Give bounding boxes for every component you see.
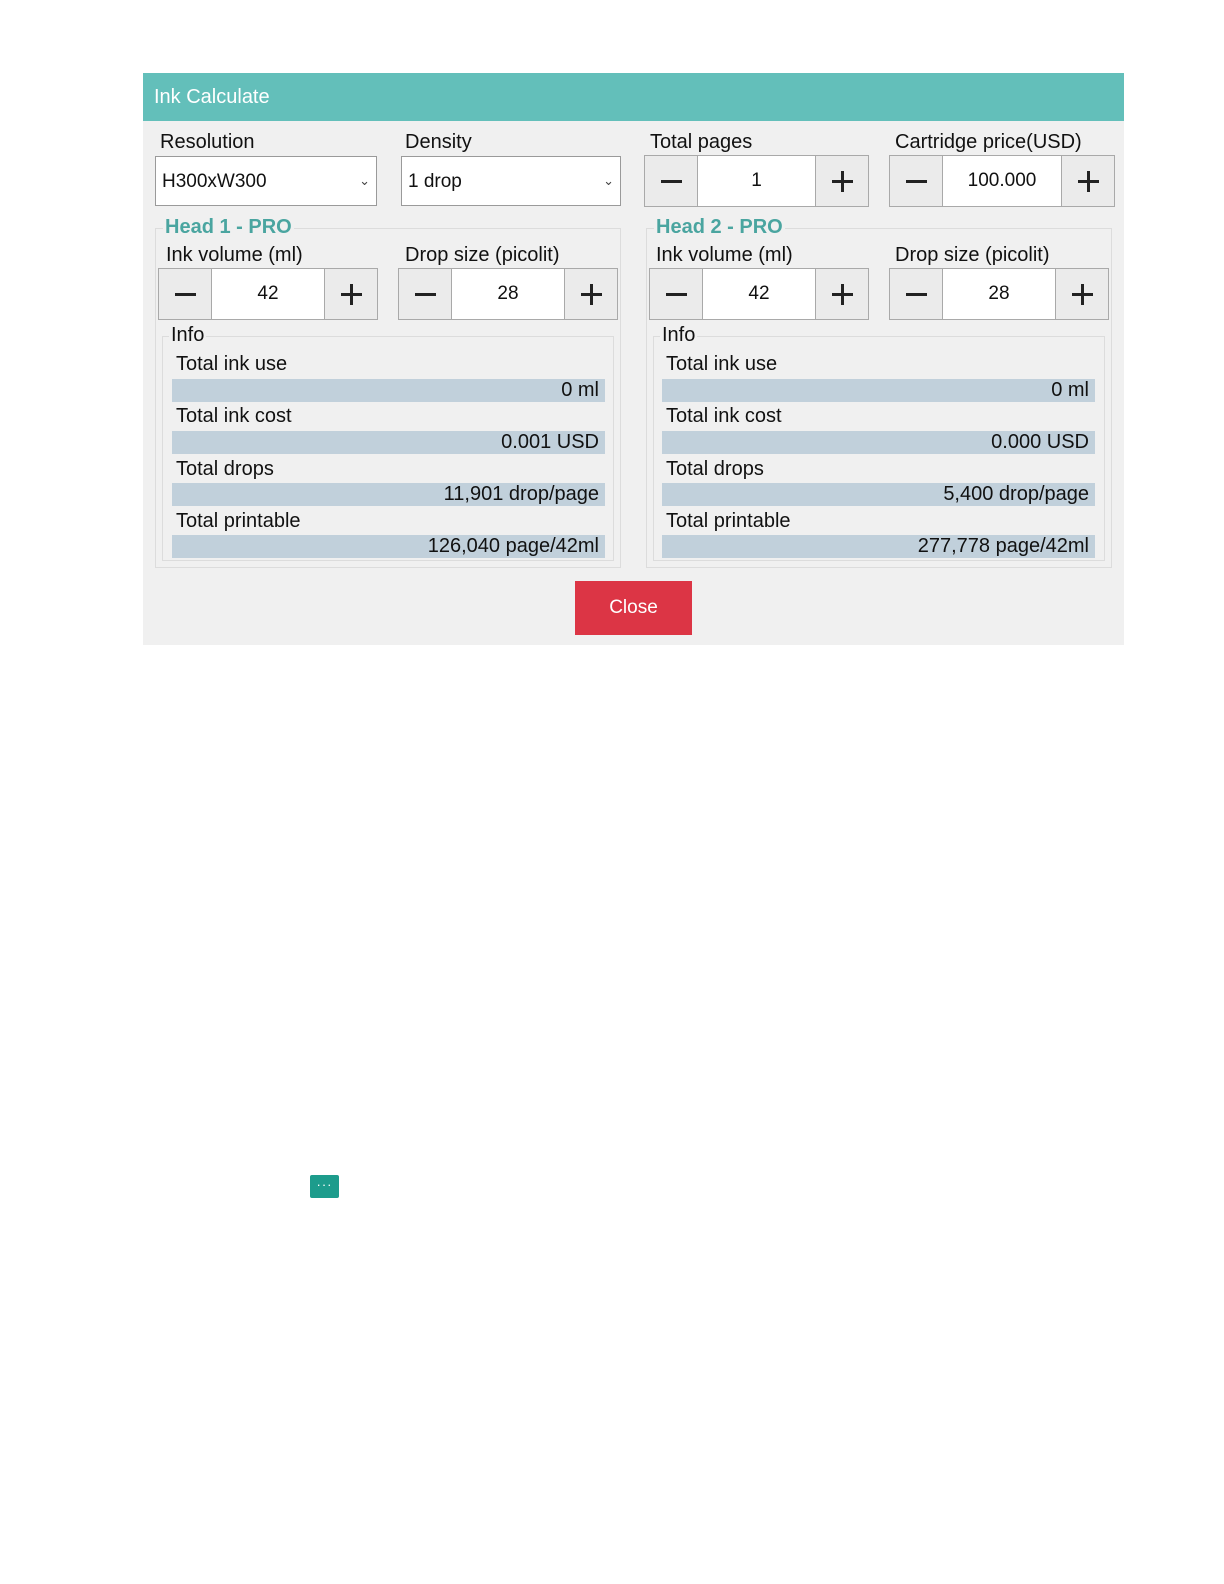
total-pages-value: 1 [751,170,762,191]
head-2-ink-volume-stepper [649,268,869,320]
cartridge-price-stepper [889,155,1115,207]
total-pages-input[interactable] [698,156,815,206]
cartridge-price-increment-button[interactable] [1061,156,1114,206]
head-2-title: Head 2 - PRO [656,216,783,238]
head-2-total-drops-label: Total drops [666,458,764,480]
head-2-total-drops-field [662,483,1095,506]
resolution-value: H300xW300 [162,171,267,192]
total-pages-stepper [644,155,869,207]
head-1-ink-volume-input[interactable] [212,269,324,319]
head-2-total-printable-field [662,535,1095,558]
density-select[interactable] [401,156,621,206]
head-1-drop-size-value: 28 [497,283,519,304]
head-1-total-printable-value: 126,040 page/42ml [427,535,599,557]
head-1-drop-size-increment-button[interactable] [564,269,617,319]
head-1-ink-volume-increment-button[interactable] [324,269,377,319]
head-2-ink-volume-increment-button[interactable] [815,269,868,319]
resolution-select[interactable] [155,156,377,206]
head-1-drop-size-label: Drop size (picolit) [405,244,560,266]
head-2-total-printable-value: 277,778 page/42ml [917,535,1089,557]
head-1-total-printable-label: Total printable [176,510,301,532]
head-2-total-drops-value: 5,400 drop/page [943,483,1089,505]
head-1-total-ink-cost-value: 0.001 USD [501,431,599,453]
cartridge-price-input[interactable] [943,156,1061,206]
head-1-title: Head 1 - PRO [165,216,292,238]
head-1-total-ink-cost-label: Total ink cost [176,405,292,427]
head-1-total-ink-use-value: 0 ml [561,379,599,401]
ink-calculate-dialog [143,73,1124,645]
head-2-total-ink-use-label: Total ink use [666,353,778,375]
head-2-total-ink-cost-field [662,431,1095,454]
minus-icon [906,293,927,296]
total-pages-label: Total pages [650,131,753,153]
head-1-ink-volume-value: 42 [257,283,279,304]
density-value: 1 drop [408,171,462,192]
head-1-drop-size-stepper [398,268,618,320]
dialog-title: Ink Calculate [154,86,270,108]
head-2-ink-volume-input[interactable] [703,269,815,319]
close-button-label: Close [609,597,658,618]
minus-icon [661,180,682,183]
head-2-ink-volume-label: Ink volume (ml) [656,244,793,266]
head-1-total-ink-use-field [172,379,605,402]
head-1-total-ink-cost-field [172,431,605,454]
head-2-total-ink-use-field [662,379,1095,402]
density-label: Density [405,131,472,153]
head-2-drop-size-label: Drop size (picolit) [895,244,1050,266]
head-2-ink-volume-decrement-button[interactable] [650,269,703,319]
head-1-total-drops-label: Total drops [176,458,274,480]
head-1-drop-size-input[interactable] [452,269,564,319]
head-2-drop-size-increment-button[interactable] [1055,269,1108,319]
head-2-drop-size-value: 28 [988,283,1010,304]
title-bar [143,73,1124,121]
head-1-ink-volume-decrement-button[interactable] [159,269,212,319]
head-1-total-ink-use-label: Total ink use [176,353,288,375]
head-1-total-printable-field [172,535,605,558]
head-2-info-title: Info [662,324,696,346]
chevron-down-icon: ⌄ [603,173,614,188]
total-pages-increment-button[interactable] [815,156,868,206]
head-2-total-ink-cost-value: 0.000 USD [991,431,1089,453]
cartridge-price-decrement-button[interactable] [890,156,943,206]
head-2-ink-volume-value: 42 [748,283,770,304]
more-options-button[interactable] [310,1175,339,1198]
head-2-drop-size-stepper [889,268,1109,320]
head-1-total-drops-field [172,483,605,506]
head-1-ink-volume-stepper [158,268,378,320]
minus-icon [415,293,436,296]
minus-icon [666,293,687,296]
minus-icon [906,180,927,183]
head-2-total-printable-label: Total printable [666,510,791,532]
chevron-down-icon: ⌄ [359,173,370,188]
ellipsis-icon: ··· [316,1177,333,1192]
head-2-total-ink-use-value: 0 ml [1051,379,1089,401]
head-1-total-drops-value: 11,901 drop/page [443,483,599,505]
cartridge-price-value: 100.000 [967,170,1037,191]
head-1-ink-volume-label: Ink volume (ml) [166,244,303,266]
head-1-drop-size-decrement-button[interactable] [399,269,452,319]
minus-icon [175,293,196,296]
close-button[interactable] [575,581,692,635]
head-2-drop-size-input[interactable] [943,269,1055,319]
resolution-label: Resolution [160,131,255,153]
head-2-total-ink-cost-label: Total ink cost [666,405,782,427]
head-2-drop-size-decrement-button[interactable] [890,269,943,319]
head-1-info-title: Info [171,324,205,346]
cartridge-price-label: Cartridge price(USD) [895,131,1082,153]
total-pages-decrement-button[interactable] [645,156,698,206]
